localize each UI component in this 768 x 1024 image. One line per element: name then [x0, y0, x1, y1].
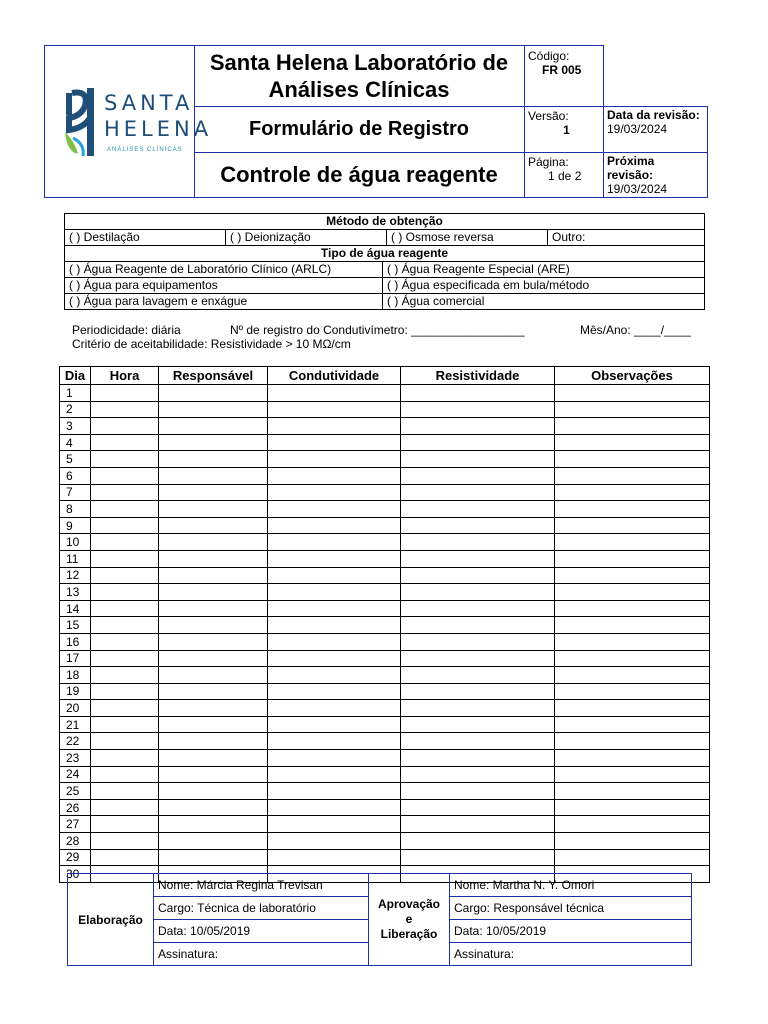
- resistividade-cell[interactable]: [401, 633, 555, 650]
- criterio-text: Critério de aceitabilidade: Resistividade > 10 MΩ/cm: [72, 337, 351, 351]
- responsavel-cell[interactable]: [159, 833, 268, 850]
- responsavel-cell[interactable]: [159, 517, 268, 534]
- logo-word-santa: SANTA: [104, 91, 194, 115]
- condutividade-cell[interactable]: [268, 716, 401, 733]
- resistividade-cell[interactable]: [401, 617, 555, 634]
- observacoes-cell[interactable]: [555, 434, 710, 451]
- aprovacao-nome: Nome: Martha N. Y. Omori: [450, 874, 692, 897]
- resistividade-cell[interactable]: [401, 517, 555, 534]
- hora-cell[interactable]: [91, 401, 159, 418]
- table-row: [60, 849, 710, 866]
- condutividade-cell[interactable]: [268, 401, 401, 418]
- day-number: 5: [60, 451, 91, 468]
- resistividade-cell[interactable]: [401, 833, 555, 850]
- observacoes-cell[interactable]: [555, 733, 710, 750]
- table-row: [60, 600, 710, 617]
- hora-cell[interactable]: [91, 451, 159, 468]
- responsavel-cell[interactable]: [159, 451, 268, 468]
- day-number: 13: [60, 584, 91, 601]
- hora-cell[interactable]: [91, 567, 159, 584]
- resistividade-cell[interactable]: [401, 816, 555, 833]
- proxima-revisao-cell: [603, 152, 708, 198]
- table-row: [60, 584, 710, 601]
- table-row: [60, 517, 710, 534]
- resistividade-cell[interactable]: [401, 501, 555, 518]
- observacoes-cell[interactable]: [555, 799, 710, 816]
- periodicidade-text: Periodicidade: diária: [72, 323, 181, 337]
- day-number: 26: [60, 799, 91, 816]
- aprovacao-label: [369, 874, 450, 966]
- table-row: [60, 567, 710, 584]
- observacoes-cell[interactable]: [555, 833, 710, 850]
- responsavel-cell[interactable]: [159, 783, 268, 800]
- responsavel-cell[interactable]: [159, 600, 268, 617]
- condutividade-cell[interactable]: [268, 550, 401, 567]
- codigo-cell: [524, 45, 604, 107]
- col-hora: Hora: [91, 367, 159, 385]
- responsavel-cell[interactable]: [159, 650, 268, 667]
- responsavel-cell[interactable]: [159, 584, 268, 601]
- responsavel-cell[interactable]: [159, 816, 268, 833]
- condutividade-cell[interactable]: [268, 484, 401, 501]
- responsavel-cell[interactable]: [159, 467, 268, 484]
- versao-value: 1: [563, 123, 570, 137]
- day-number: 2: [60, 401, 91, 418]
- responsavel-cell[interactable]: [159, 434, 268, 451]
- observacoes-cell[interactable]: [555, 484, 710, 501]
- day-number: 16: [60, 633, 91, 650]
- form-title-cell: [194, 152, 525, 198]
- daily-log-table: [59, 366, 710, 883]
- table-row: [60, 401, 710, 418]
- data-revisao-cell: [603, 106, 708, 153]
- hora-cell[interactable]: [91, 517, 159, 534]
- responsavel-cell[interactable]: [159, 418, 268, 435]
- method-option-deionizacao[interactable]: ( ) Deionização: [226, 230, 387, 246]
- condutividade-cell[interactable]: [268, 733, 401, 750]
- resistividade-cell[interactable]: [401, 534, 555, 551]
- method-option-osmose[interactable]: ( ) Osmose reversa: [387, 230, 548, 246]
- observacoes-cell[interactable]: [555, 650, 710, 667]
- resistividade-cell[interactable]: [401, 434, 555, 451]
- water-type-comercial[interactable]: ( ) Água comercial: [383, 294, 705, 310]
- responsavel-cell[interactable]: [159, 700, 268, 717]
- observacoes-cell[interactable]: [555, 517, 710, 534]
- day-number: 3: [60, 418, 91, 435]
- hora-cell[interactable]: [91, 434, 159, 451]
- responsavel-cell[interactable]: [159, 567, 268, 584]
- lab-name: Santa Helena Laboratório de Análises Clínicas: [209, 50, 509, 102]
- table-row: [60, 418, 710, 435]
- condutividade-cell[interactable]: [268, 451, 401, 468]
- water-type-table: [64, 261, 705, 310]
- pagina-label: Página:: [528, 155, 569, 169]
- observacoes-cell[interactable]: [555, 750, 710, 767]
- responsavel-cell[interactable]: [159, 750, 268, 767]
- col-dia: Dia: [60, 367, 91, 385]
- hora-cell[interactable]: [91, 501, 159, 518]
- hora-cell[interactable]: [91, 716, 159, 733]
- condutividade-cell[interactable]: [268, 385, 401, 402]
- condutividade-cell[interactable]: [268, 700, 401, 717]
- table-row: [60, 467, 710, 484]
- table-row: [60, 816, 710, 833]
- hora-cell[interactable]: [91, 650, 159, 667]
- data-revisao-value: 19/03/2024: [607, 122, 668, 136]
- table-row: [60, 534, 710, 551]
- table-header-row: [60, 367, 710, 385]
- condutividade-cell[interactable]: [268, 750, 401, 767]
- responsavel-cell[interactable]: [159, 617, 268, 634]
- table-row: [60, 833, 710, 850]
- condutividade-cell[interactable]: [268, 667, 401, 684]
- day-number: 4: [60, 434, 91, 451]
- day-number: 15: [60, 617, 91, 634]
- col-responsavel: Responsável: [159, 367, 268, 385]
- condutividade-cell[interactable]: [268, 766, 401, 783]
- responsavel-cell[interactable]: [159, 633, 268, 650]
- observacoes-cell[interactable]: [555, 467, 710, 484]
- day-number: 19: [60, 683, 91, 700]
- table-row: [60, 766, 710, 783]
- col-observacoes: Observações: [555, 367, 710, 385]
- codigo-label: Código:: [528, 49, 570, 63]
- day-number: 23: [60, 750, 91, 767]
- data-revisao-label: Data da revisão:: [607, 108, 700, 122]
- day-number: 11: [60, 550, 91, 567]
- day-number: 9: [60, 517, 91, 534]
- logo-cell: [44, 45, 213, 198]
- table-row: [60, 501, 710, 518]
- condutividade-cell[interactable]: [268, 633, 401, 650]
- day-number: 30: [60, 866, 91, 883]
- resistividade-cell[interactable]: [401, 385, 555, 402]
- observacoes-cell[interactable]: [555, 849, 710, 866]
- condutividade-cell[interactable]: [268, 650, 401, 667]
- observacoes-cell[interactable]: [555, 667, 710, 684]
- observacoes-cell[interactable]: [555, 584, 710, 601]
- resistividade-cell[interactable]: [401, 418, 555, 435]
- hora-cell[interactable]: [91, 617, 159, 634]
- aprovacao-data: Data: 10/05/2019: [450, 920, 692, 943]
- resistividade-cell[interactable]: [401, 484, 555, 501]
- responsavel-cell[interactable]: [159, 716, 268, 733]
- day-number: 7: [60, 484, 91, 501]
- observacoes-cell[interactable]: [555, 401, 710, 418]
- hora-cell[interactable]: [91, 833, 159, 850]
- observacoes-cell[interactable]: [555, 816, 710, 833]
- responsavel-cell[interactable]: [159, 401, 268, 418]
- table-row: [60, 700, 710, 717]
- hora-cell[interactable]: [91, 750, 159, 767]
- method-option-outro[interactable]: Outro:: [548, 230, 705, 246]
- responsavel-cell[interactable]: [159, 550, 268, 567]
- hora-cell[interactable]: [91, 584, 159, 601]
- table-row: [60, 650, 710, 667]
- day-number: 21: [60, 716, 91, 733]
- table-row: [60, 750, 710, 767]
- condutividade-cell[interactable]: [268, 783, 401, 800]
- hora-cell[interactable]: [91, 733, 159, 750]
- responsavel-cell[interactable]: [159, 501, 268, 518]
- condutividade-cell[interactable]: [268, 617, 401, 634]
- condutividade-cell[interactable]: [268, 600, 401, 617]
- responsavel-cell[interactable]: [159, 799, 268, 816]
- condutividade-cell[interactable]: [268, 517, 401, 534]
- responsavel-cell[interactable]: [159, 534, 268, 551]
- day-number: 10: [60, 534, 91, 551]
- observacoes-cell[interactable]: [555, 550, 710, 567]
- resistividade-cell[interactable]: [401, 683, 555, 700]
- resistividade-cell[interactable]: [401, 750, 555, 767]
- resistividade-cell[interactable]: [401, 700, 555, 717]
- condutividade-cell[interactable]: [268, 799, 401, 816]
- pagina-cell: [524, 152, 604, 198]
- water-type-equipamentos[interactable]: ( ) Água para equipamentos: [65, 278, 383, 294]
- hora-cell[interactable]: [91, 816, 159, 833]
- observacoes-cell[interactable]: [555, 617, 710, 634]
- condutividade-cell[interactable]: [268, 683, 401, 700]
- resistividade-cell[interactable]: [401, 849, 555, 866]
- day-number: 1: [60, 385, 91, 402]
- responsavel-cell[interactable]: [159, 385, 268, 402]
- responsavel-cell[interactable]: [159, 733, 268, 750]
- day-number: 24: [60, 766, 91, 783]
- observacoes-cell[interactable]: [555, 600, 710, 617]
- mes-ano-field[interactable]: Mês/Ano: ____/____: [580, 323, 691, 337]
- resistividade-cell[interactable]: [401, 733, 555, 750]
- water-type-bula[interactable]: ( ) Água especificada em bula/método: [383, 278, 705, 294]
- water-type-lavagem[interactable]: ( ) Água para lavagem e enxágue: [65, 294, 383, 310]
- resistividade-cell[interactable]: [401, 783, 555, 800]
- day-number: 29: [60, 849, 91, 866]
- versao-label: Versão:: [528, 109, 569, 123]
- resistividade-cell[interactable]: [401, 567, 555, 584]
- form-type-cell: [194, 106, 525, 153]
- resistividade-cell[interactable]: [401, 451, 555, 468]
- col-resistividade: Resistividade: [401, 367, 555, 385]
- day-number: 20: [60, 700, 91, 717]
- observacoes-cell[interactable]: [555, 534, 710, 551]
- table-row: [60, 633, 710, 650]
- versao-cell: [524, 106, 604, 153]
- condutividade-cell[interactable]: [268, 833, 401, 850]
- water-type-title: Tipo de água reagente: [65, 246, 705, 262]
- hora-cell[interactable]: [91, 385, 159, 402]
- table-row: [60, 716, 710, 733]
- condutividade-cell[interactable]: [268, 567, 401, 584]
- resistividade-cell[interactable]: [401, 600, 555, 617]
- hora-cell[interactable]: [91, 418, 159, 435]
- responsavel-cell[interactable]: [159, 766, 268, 783]
- resistividade-cell[interactable]: [401, 799, 555, 816]
- method-title: Método de obtenção: [65, 214, 705, 230]
- day-number: 14: [60, 600, 91, 617]
- proxima-revisao-label: Próxima revisão:: [607, 154, 655, 182]
- responsavel-cell[interactable]: [159, 849, 268, 866]
- condutividade-cell[interactable]: [268, 534, 401, 551]
- registro-condutivimetro-field[interactable]: Nº de registro do Condutivímetro: _________________: [230, 323, 525, 337]
- table-row: [60, 434, 710, 451]
- day-number: 6: [60, 467, 91, 484]
- table-row: [60, 484, 710, 501]
- observacoes-cell[interactable]: [555, 783, 710, 800]
- hora-cell[interactable]: [91, 534, 159, 551]
- hora-cell[interactable]: [91, 550, 159, 567]
- condutividade-cell[interactable]: [268, 584, 401, 601]
- observacoes-cell[interactable]: [555, 385, 710, 402]
- aprovacao-label-text: Aprovação e Liberação: [377, 897, 441, 941]
- hora-cell[interactable]: [91, 484, 159, 501]
- condutividade-cell[interactable]: [268, 849, 401, 866]
- table-row: [60, 799, 710, 816]
- responsavel-cell[interactable]: [159, 683, 268, 700]
- method-table: [64, 213, 705, 262]
- day-number: 18: [60, 667, 91, 684]
- day-number: 17: [60, 650, 91, 667]
- elaboracao-label: Elaboração: [68, 874, 154, 966]
- proxima-revisao-value: 19/03/2024: [607, 182, 668, 196]
- resistividade-cell[interactable]: [401, 766, 555, 783]
- method-option-destilacao[interactable]: ( ) Destilação: [65, 230, 226, 246]
- aprovacao-assinatura[interactable]: Assinatura:: [450, 943, 692, 966]
- hora-cell[interactable]: [91, 467, 159, 484]
- table-row: [60, 617, 710, 634]
- water-type-arlc[interactable]: ( ) Água Reagente de Laboratório Clínico (ARLC): [65, 262, 383, 278]
- resistividade-cell[interactable]: [401, 584, 555, 601]
- hora-cell[interactable]: [91, 683, 159, 700]
- elaboracao-nome: Nome: Márcia Regina Trevisan: [154, 874, 369, 897]
- elaboracao-data: Data: 10/05/2019: [154, 920, 369, 943]
- hora-cell[interactable]: [91, 700, 159, 717]
- observacoes-cell[interactable]: [555, 683, 710, 700]
- responsavel-cell[interactable]: [159, 484, 268, 501]
- table-row: [60, 683, 710, 700]
- col-condutividade: Condutividade: [268, 367, 401, 385]
- day-number: 28: [60, 833, 91, 850]
- logo-subtitle: ANÁLISES CLÍNICAS: [107, 147, 183, 153]
- table-row: [60, 733, 710, 750]
- observacoes-cell[interactable]: [555, 700, 710, 717]
- condutividade-cell[interactable]: [268, 467, 401, 484]
- hora-cell[interactable]: [91, 633, 159, 650]
- aprovacao-cargo: Cargo: Responsável técnica: [450, 897, 692, 920]
- observacoes-cell[interactable]: [555, 633, 710, 650]
- observacoes-cell[interactable]: [555, 716, 710, 733]
- hora-cell[interactable]: [91, 849, 159, 866]
- condutividade-cell[interactable]: [268, 434, 401, 451]
- hora-cell[interactable]: [91, 766, 159, 783]
- observacoes-cell[interactable]: [555, 766, 710, 783]
- resistividade-cell[interactable]: [401, 401, 555, 418]
- day-number: 12: [60, 567, 91, 584]
- pagina-value: 1 de 2: [548, 169, 582, 183]
- elaboracao-assinatura[interactable]: Assinatura:: [154, 943, 369, 966]
- observacoes-cell[interactable]: [555, 451, 710, 468]
- resistividade-cell[interactable]: [401, 667, 555, 684]
- table-row: [60, 783, 710, 800]
- water-type-are[interactable]: ( ) Água Reagente Especial (ARE): [383, 262, 705, 278]
- table-row: [60, 550, 710, 567]
- condutividade-cell[interactable]: [268, 501, 401, 518]
- day-number: 25: [60, 783, 91, 800]
- day-number: 27: [60, 816, 91, 833]
- codigo-value: FR 005: [542, 63, 582, 77]
- hora-cell[interactable]: [91, 600, 159, 617]
- observacoes-cell[interactable]: [555, 418, 710, 435]
- resistividade-cell[interactable]: [401, 550, 555, 567]
- form-type: Formulário de Registro: [248, 118, 470, 140]
- condutividade-cell[interactable]: [268, 816, 401, 833]
- condutividade-cell[interactable]: [268, 418, 401, 435]
- elaboracao-cargo: Cargo: Técnica de laboratório: [154, 897, 369, 920]
- day-number: 8: [60, 501, 91, 518]
- observacoes-cell[interactable]: [555, 501, 710, 518]
- table-row: [60, 667, 710, 684]
- responsavel-cell[interactable]: [159, 667, 268, 684]
- table-row: [60, 385, 710, 402]
- observacoes-cell[interactable]: [555, 567, 710, 584]
- logo-word-helena: HELENA: [104, 117, 213, 141]
- resistividade-cell[interactable]: [401, 467, 555, 484]
- signature-table: [67, 873, 692, 966]
- resistividade-cell[interactable]: [401, 716, 555, 733]
- hora-cell[interactable]: [91, 783, 159, 800]
- table-row: [60, 451, 710, 468]
- lab-name-cell: [194, 45, 525, 107]
- hora-cell[interactable]: [91, 799, 159, 816]
- resistividade-cell[interactable]: [401, 650, 555, 667]
- form-title: Controle de água reagente: [220, 162, 498, 187]
- hora-cell[interactable]: [91, 667, 159, 684]
- day-number: 22: [60, 733, 91, 750]
